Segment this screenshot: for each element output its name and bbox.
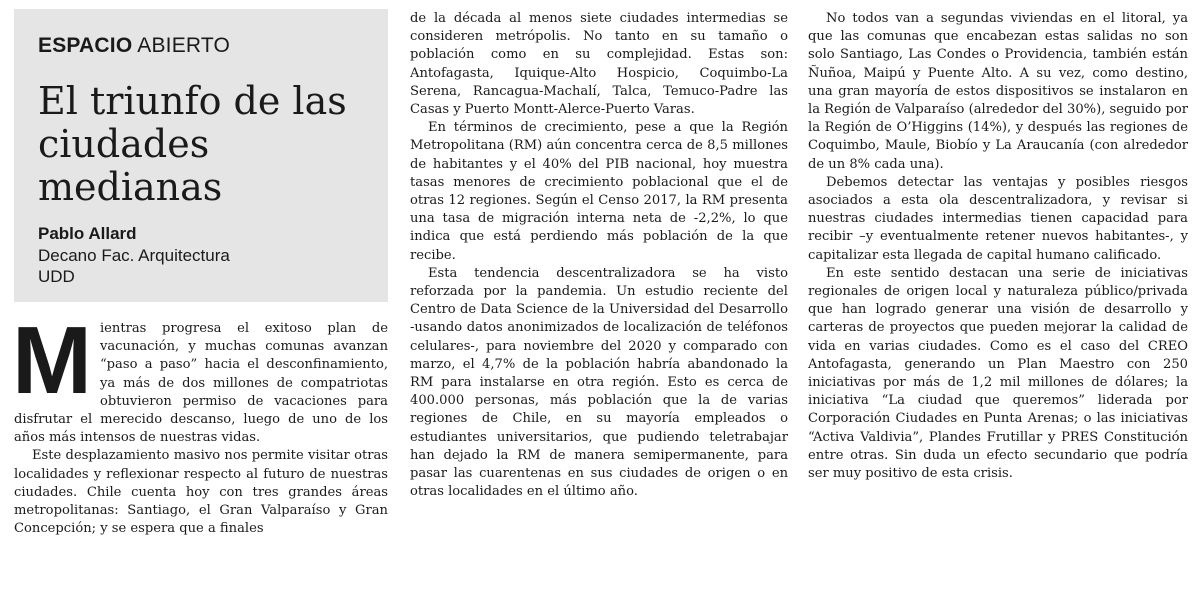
- paragraph: Esta tendencia descentralizadora se ha visto reforzada por la pandemia. Un estudio reciente del Centro de Data Science de la Universidad del Desarrollo -usando datos anonimizados de localización de teléfonos celulares-, para noviembre del 2020 y comparado con marzo, el 4,7% de la población habría abandonado la RM para instalarse en otra región. Esto es cerca de 400.000 personas, más población que la de varias regiones de Chile, en su mayoría empleados o estudiantes universitarios, que pudiendo teletrabajar han dejado la RM de manera semipermanente, para pasar las cuarentenas en sus ciudades de origen o en otras localidades en el último año.: [410, 265, 788, 500]
- paragraph: Debemos detectar las ventajas y posibles riesgos asociados a esta ola descentralizadora, y revisar si nuestras ciudades intermedias tienen capacidad para recibir –y eventualmente retener nuevos habitantes-, y capitalizar esta llegada de capital humano calificado.: [808, 174, 1188, 263]
- author-role: Decano Fac. Arquitectura UDD: [38, 246, 230, 286]
- paragraph: Este desplazamiento masivo nos permite visitar otras localidades y reflexionar respecto al futuro de nuestras ciudades. Chile cuenta hoy con tres grandes áreas metropolitanas: Santiago, el Gran Valparaíso y Gran Concepción; y se espera que a finales: [14, 448, 388, 537]
- column-1: [12, 307, 388, 538]
- paragraph: En este sentido destacan una serie de iniciativas regionales de origen local y naturaleza público/privada que han logrado generar una visión de desarrollo y carteras de proyectos que pueden mejorar la calidad de vida en varias ciudades. Como es el caso del CREO Antofagasta, generando un Plan Maestro con 250 iniciativas por más de 1,2 mil millones de dólares; la iniciativa “La ciudad que queremos” liderada por Corporación Ciudades en Punta Arenas; o las iniciativas “Activa Valdivia”, Plandes Frutillar y PRES Constitución entre otras. Sin duda un efecto secundario que podría ser muy positivo de esta crisis.: [808, 265, 1188, 482]
- headline: El triunfo de las ciudades medianas: [38, 79, 347, 209]
- section-label: [38, 34, 230, 58]
- paragraph-text: ientras progresa el exitoso plan de vacunación, y muchas comunas avanzan “paso a paso” hacia el desconfinamiento, ya más de dos millones de compatriotas obtuvieron permiso de vacaciones para disfrutar el merecido descanso, luego de uno de los años más intensos de nuestras vidas.: [14, 321, 388, 446]
- author-name: Pablo Allard: [38, 224, 137, 243]
- column-2: [410, 10, 788, 501]
- paragraph: En términos de crecimiento, pese a que la Región Metropolitana (RM) aún concentra cerca de 8,5 millones de habitantes y el 40% del PIB nacional, hoy muestra tasas menores de crecimiento poblacional que el de otras 12 regiones. Según el Censo 2017, la RM presenta una tasa de migración interna neta de -2,2%, lo que indica que está perdiendo más población de la que recibe.: [410, 120, 788, 263]
- drop-cap: M: [12, 307, 92, 414]
- paragraph: [12, 307, 388, 447]
- section-label-bold: ESPACIO: [38, 34, 133, 57]
- paragraph: No todos van a segundas viviendas en el litoral, ya que las comunas que encabezan estas salidas no son solo Santiago, Las Condes o Providencia, también están Ñuñoa, Maipú y Puente Alto. A su vez, como destino, una gran mayoría de estos dispositivos se instalaron en la Región de Valparaíso (alrededor del 30%), seguido por la Región de O’Higgins (14%), y después las regiones de Coquimbo, Maule, Biobío y La Araucanía (con alrededor de un 8% cada una).: [808, 11, 1188, 172]
- section-label-rest: ABIERTO: [137, 34, 231, 57]
- column-3: [808, 10, 1188, 483]
- paragraph: de la década al menos siete ciudades intermedias se consideren metrópolis. No tanto en su tamaño o población como en su complejidad. Estas son: Antofagasta, Iquique-Alto Hospicio, Coquimbo-La Serena, Rancagua-Machalí, Talca, Temuco-Padre las Casas y Puerto Montt-Alerce-Puerto Varas.: [410, 11, 788, 118]
